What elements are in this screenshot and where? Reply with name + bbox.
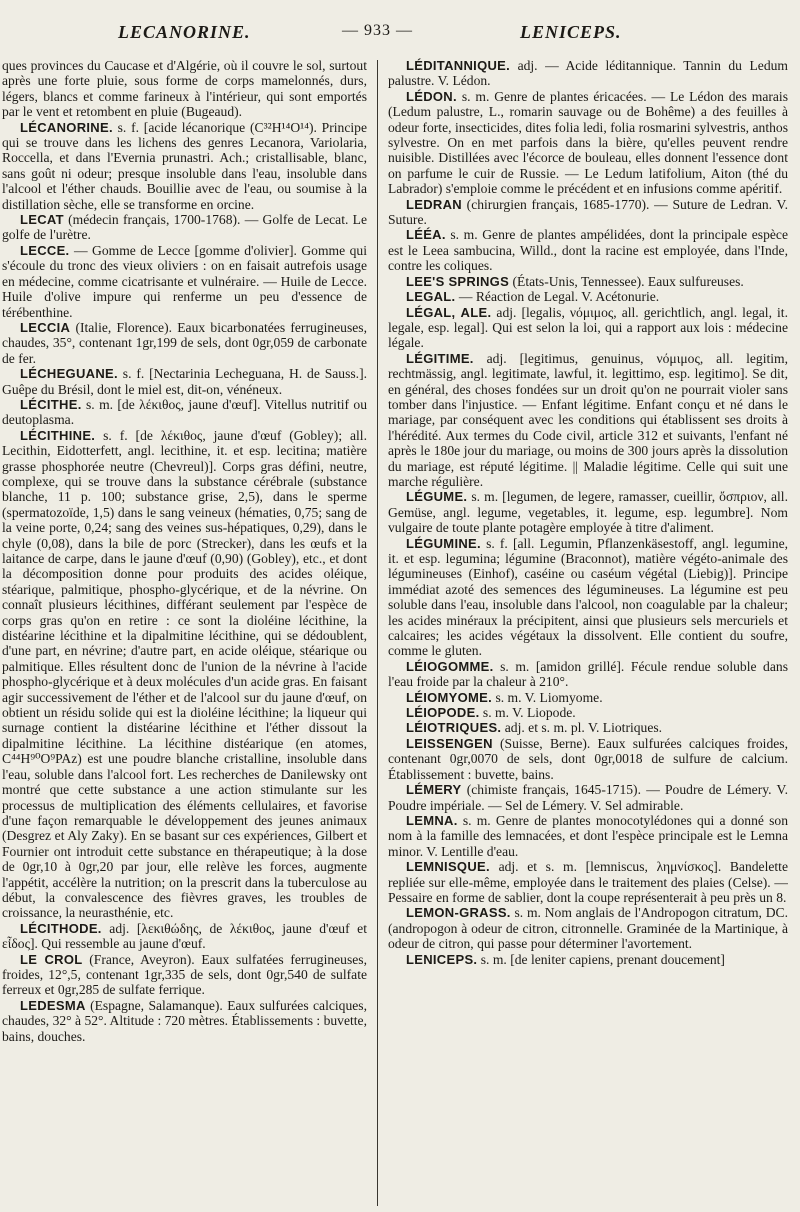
entry-headword: LÉCHEGUANE. (20, 366, 118, 382)
entry-headword: LÉGITIME. (406, 350, 474, 366)
entry-definition: s. m. [de leniter capiens, prenant doucement] (480, 951, 725, 967)
entry-headword: LÉCITHODE. (20, 920, 102, 936)
entry-definition: adj. [λεκιθώδης, de λέκιθος, jaune d'œuf et εἶδος]. Qui ressemble au jaune d'œuf. (2, 920, 367, 952)
entry-headword: LÉCANORINE. (20, 119, 113, 135)
entry-headword: LÉGUME. (406, 489, 468, 505)
dictionary-entry (388, 952, 788, 967)
dictionary-entry (388, 905, 788, 951)
entry-headword: LÉIOPODE. (406, 705, 480, 721)
dictionary-entry (388, 89, 788, 197)
running-header (0, 22, 800, 50)
dictionary-entry (388, 736, 788, 782)
entry-definition: adj. — Acide léditannique. Tannin du Ledum palustre. V. Lédon. (388, 58, 788, 89)
entry-definition: adj. et s. m. pl. V. Liotriques. (504, 720, 663, 736)
dictionary-entry (388, 489, 788, 535)
entry-definition: adj. [legitimus, genuinus, νόμιμος, all. legitim, rechtmässig, angl. legitimate, lawful, it. legittimo, esp. legitimo]. Se dit, en général, des choses fondées sur un droit qu'on ne pourrait violer sans tomber dans l'injustice. — Enfant légitime. Enfant conçu et né dans le mariage, par conséquent avec les conditions qui établissent ses droits à l'hérédité. Aux termes du Code civil, article 312 et suivants, l'enfant né après le 180e jour du mariage, ou moins de 300 jours après la dissolution du mariage, est réputé légitime. || Maladie légitime. Celle qui suit une marche régulière. (388, 350, 788, 489)
entry-definition: s. f. [Nectarinia Lecheguana, H. de Sauss.]. Guêpe du Brésil, dont le miel est, dit-on, vénéneux. (2, 366, 367, 397)
dictionary-entry (2, 428, 367, 921)
dictionary-entry (2, 397, 367, 428)
entry-definition: (Espagne, Salamanque). Eaux sulfurées calciques, chaudes, 32° à 52°. Altitude : 720 mètres. Établissements : buvette, bains, douches. (2, 997, 367, 1044)
entry-definition: s. f. [de λέκιθος, jaune d'œuf (Gobley); all. Lecithin, Eidotterfett, angl. lecithine, it. et esp. lecitina; matière grasse phosphorée neutre (Chevreul)]. Corps gras défini, neutre, complexe, qui se trouve dans la substance cérébrale (substance blanche, 11 p. 100; substance grise, 2,5), dans le sperme (spermatozoïde, 1,5) dans le sang veineux (hématies, 0,75; sang de la veine porte, 0,24; sang des veines sus-hépatiques, 0,29), dans le chyle (0,08), dans la bile de porc (Strecker), dans les œufs et la laitance de carpe, dans le jaune d'œuf (0,90) (Gobley), etc., et dont la décomposition donne pour produits des acides oléique, stéarique, palmitique, phospho-glycérique, et de la névrine. On connaît plusieurs lécithines, différant seulement par l'espèce de corps gras qu'on en retire : ce sont la dioléine lécithine, la distéarine lécithine et la dipalmitine lécithine, qui se dédoublent, d'une part, en névrine; d'autre part, en acide oléique, stéarique ou palmitique. Elles résultent donc de l'union de la névrine à l'acide phospho-glycérique et à deux molécules d'un acide gras. En faisant agir successivement de l'éther et de l'alcool sur du jaune d'œuf, on obtient un résidu solide qui est la dioléine lécithine; la liqueur qui surnage contient la distéarine lécithine et l'éther dissout la dipalmitine lécithine. La lécithine distéarique (en atomes, C⁴⁴H⁹⁰O⁹PAz) est une poudre blanche cristalline, insoluble dans l'eau, soluble dans l'alcool fort. Les recherches de Danilewsky ont montré que cette substance a une action stimulante sur les processus de multiplication des éléments cellulaires, et favorise d'une façon remarquable le développement des jeunes animaux (Desgrez et Aly Zaky). En se basant sur ces expériences, Gilbert et Fournier ont introduit cette substance en thérapeutique; à la dose de 0gr,10 à 0gr,20 par jour, elle relève les forces, augmente l'appétit, accélère la nutrition; on la prescrit dans la tuberculose au début, la convalescence des fièvres graves, les troubles de croissance, la neurasthénie, etc. (2, 427, 367, 921)
entry-definition: s. m. [legumen, de legere, ramasser, cueillir, ὄσπριον, all. Gemüse, angl. legume, vegetables, it. legume, esp. legumbre]. Nom vulgaire de toute plante potagère employée à titre d'aliment. (388, 489, 788, 536)
dictionary-entry (388, 690, 788, 705)
entry-headword: LÉDITANNIQUE. (406, 58, 511, 73)
entry-headword: LEDRAN (406, 196, 462, 212)
entry-definition: s. m. V. Liopode. (482, 705, 576, 721)
left-column (2, 58, 367, 1206)
entry-headword: LÉCITHINE. (20, 427, 96, 443)
dictionary-entry (2, 921, 367, 952)
entry-definition: — Gomme de Lecce [gomme d'olivier]. Gomme qui s'écoule du tronc des vieux oliviers : on en faisait autrefois usage en médecine, comme cicatrisante et vulnéraire. — Huile de Lecce. Huile d'olive impure qui renferme un peu d'essence de térébenthine. (2, 242, 367, 320)
dictionary-entry (2, 952, 367, 998)
entry-headword: LÉMERY (406, 782, 462, 798)
entry-headword: LÉÉA. (406, 227, 446, 243)
entry-definition: s. m. [amidon grillé]. Fécule rendue soluble dans l'eau froide par la chaleur à 210°. (388, 658, 788, 690)
header-left-title: LECANORINE. (118, 22, 251, 42)
dictionary-entry (388, 227, 788, 273)
entry-definition: (Suisse, Berne). Eaux sulfurées calciques froides, contenant 0gr,0070 de sels, dont 0gr,0018 de sulfure de calcium. Établissement : buvette, bains. (388, 735, 788, 782)
right-column (388, 58, 788, 1206)
entry-definition: s. f. [all. Legumin, Pflanzenkäsestoff, angl. legumine, it. et esp. legumina; légumine (Braconnot), matière végéto-animale des légumineuses (Einhof), caséine ou caséum végétal (Liebig)]. Principe immédiat azoté des semences des légumineuses. La légumine est peu soluble dans l'eau, insoluble dans l'alcool, non coagulable par la chaleur; les acides minéraux la précipitent, ainsi que plusieurs sels mercuriels et calcaires; les acides végétaux la dissolvent. Elle contient du soufre, comme le gluten. (388, 535, 788, 659)
entry-headword: LECCIA (20, 319, 71, 335)
entry-headword: LÉCITHE. (20, 396, 82, 412)
entry-headword: LÉIOTRIQUES. (406, 720, 502, 736)
dictionary-entry (388, 289, 788, 304)
entry-definition: (Italie, Florence). Eaux bicarbonatées ferrugineuses, chaudes, 35°, contenant 1gr,199 de sels, dont 0gr,059 de carbonate de fer. (2, 319, 367, 366)
entry-headword: LÉIOMYOME. (406, 689, 493, 705)
entry-definition: adj. et s. m. [lemniscus, λημνίσκος]. Bandelette repliée sur elle-même, employée dans le traitement des plaies (Celse). — Pessaire en forme de sablier, dont la coupe représenterait à peu près un 8. (388, 859, 788, 905)
entry-definition: s. m. Nom anglais de l'Andropogon citratum, DC. (andropogon à odeur de citron, citronnelle. Graminée de la Martinique, à odeur de citron, qui passe pour déterminer l'avortement. (388, 905, 788, 952)
dictionary-entry (2, 998, 367, 1044)
entry-headword: LECAT (20, 212, 64, 228)
dictionary-entry (2, 120, 367, 212)
dictionary-entry (388, 720, 788, 735)
entry-definition: adj. [legalis, νόμιμος, all. gerichtlich, angl. legal, it. legale, esp. legal]. Qui est selon la loi, qui a rapport aux lois : médecine légale. (388, 304, 788, 351)
entry-headword: LÉDON. (406, 88, 457, 104)
dictionary-entry (388, 705, 788, 720)
entry-headword: LEMNISQUE. (406, 859, 490, 875)
entry-headword: LEMNA. (406, 812, 458, 828)
entry-definition: (France, Aveyron). Eaux sulfatées ferrugineuses, froides, 12°,5, contenant 1gr,335 de sels, dont 0gr,540 de sulfate ferreux et 0gr,285 de sulfate ferrique. (2, 951, 367, 998)
entry-headword: LE CROL (20, 951, 83, 967)
entry-definition: (chimiste français, 1645-1715). — Poudre de Lémery. V. Poudre impériale. — Sel de Lémery. V. Sel admirable. (388, 782, 788, 813)
entry-definition: (médecin français, 1700-1768). — Golfe de Lecat. Le golfe de l'urètre. (2, 212, 367, 243)
entry-headword: LEISSENGEN (406, 735, 493, 751)
entry-definition: s. m. Genre de plantes éricacées. — Le Lédon des marais (Ledum palustre, L., romarin sauvage ou de Bohême) a des feuilles à odeur forte, insecticides, dites folia ledi, folia rosmarini sylvestris, anthos sylvestre. On en met parfois dans la bière, qu'elles peuvent rendre nuisible. Distillées avec l'écorce de bouleau, elles donnent l'essence dont on parfume le cuir de Russie. — Le Ledum latifolium, Aiton (thé du Labrador) s'emploie comme le précédent et en infusions comme apéritif. (388, 88, 788, 197)
entry-definition: (chirurgien français, 1685-1770). — Suture de Ledran. V. Suture. (388, 196, 788, 228)
dictionary-entry (388, 782, 788, 813)
entry-definition: s. f. [acide lécanorique (C³²H¹⁴O¹⁴). Principe qui se trouve dans les lichens des genres Lecanora, Variolaria, Roccella, et dans l'Evernia prunastri. Ach.; cristallisable, blanc, sans goût ni odeur; presque insoluble dans l'eau, insoluble dans l'alcool et l'éther chauds. Bouillie avec de l'eau, ou soumise à la distillation sèche, elle se transforme en orcine. (2, 119, 367, 212)
dictionary-entry (388, 536, 788, 659)
entry-headword: LEDESMA (20, 997, 86, 1013)
entry-headword: LÉGAL, ALE. (406, 304, 492, 320)
entry-headword: LÉIOGOMME. (406, 658, 494, 674)
dictionary-entry (388, 305, 788, 351)
page-number: — 933 — (342, 22, 413, 39)
dictionary-entry (2, 366, 367, 397)
dictionary-entry (388, 813, 788, 859)
dictionary-entry (388, 859, 788, 905)
entry-definition: s. m. Genre de plantes monocotylédones qui a donné son nom à la famille des lemnacées, et dont l'espèce principale est le Lemna minor. V. Lentille d'eau. (388, 812, 788, 859)
dictionary-entry (388, 197, 788, 228)
dictionary-entry (2, 58, 367, 120)
header-right-title: LENICEPS. (520, 22, 622, 42)
entry-definition: s. m. [de λέκιθος, jaune d'œuf]. Vitellus nutritif ou deutoplasma. (2, 396, 367, 428)
dictionary-entry (2, 320, 367, 366)
entry-headword: LEMON-GRASS. (406, 905, 511, 921)
entry-definition: — Réaction de Legal. V. Acétonurie. (458, 289, 660, 305)
dictionary-entry (2, 243, 367, 320)
dictionary-entry (388, 58, 788, 89)
entry-definition: (États-Unis, Tennessee). Eaux sulfureuses. (512, 273, 744, 289)
entry-headword: LEE'S SPRINGS (406, 273, 510, 289)
entry-headword: LENICEPS. (406, 951, 478, 967)
entry-headword: LECCE. (20, 242, 70, 258)
dictionary-entry (388, 659, 788, 690)
dictionary-entry (388, 351, 788, 490)
dictionary-entry (388, 274, 788, 289)
column-divider (377, 60, 378, 1206)
entry-definition: ques provinces du Caucase et d'Algérie, où il couvre le sol, surtout après une forte pluie, sous forme de corps mamelonnés, durs, légers, blancs et comme farineux à l'intérieur, qui sont emportés par le vent et retombent en pluie (Bugeaud). (2, 58, 367, 120)
entry-definition: s. m. Genre de plantes ampélidées, dont la principale espèce est le Leea sambucina, Willd., dont la racine est employée, dans l'Inde, contre les coliques. (388, 227, 788, 274)
dictionary-entry (2, 212, 367, 243)
entry-definition: s. m. V. Liomyome. (495, 689, 603, 705)
entry-headword: LÉGUMINE. (406, 535, 481, 551)
entry-headword: LEGAL. (406, 289, 456, 305)
